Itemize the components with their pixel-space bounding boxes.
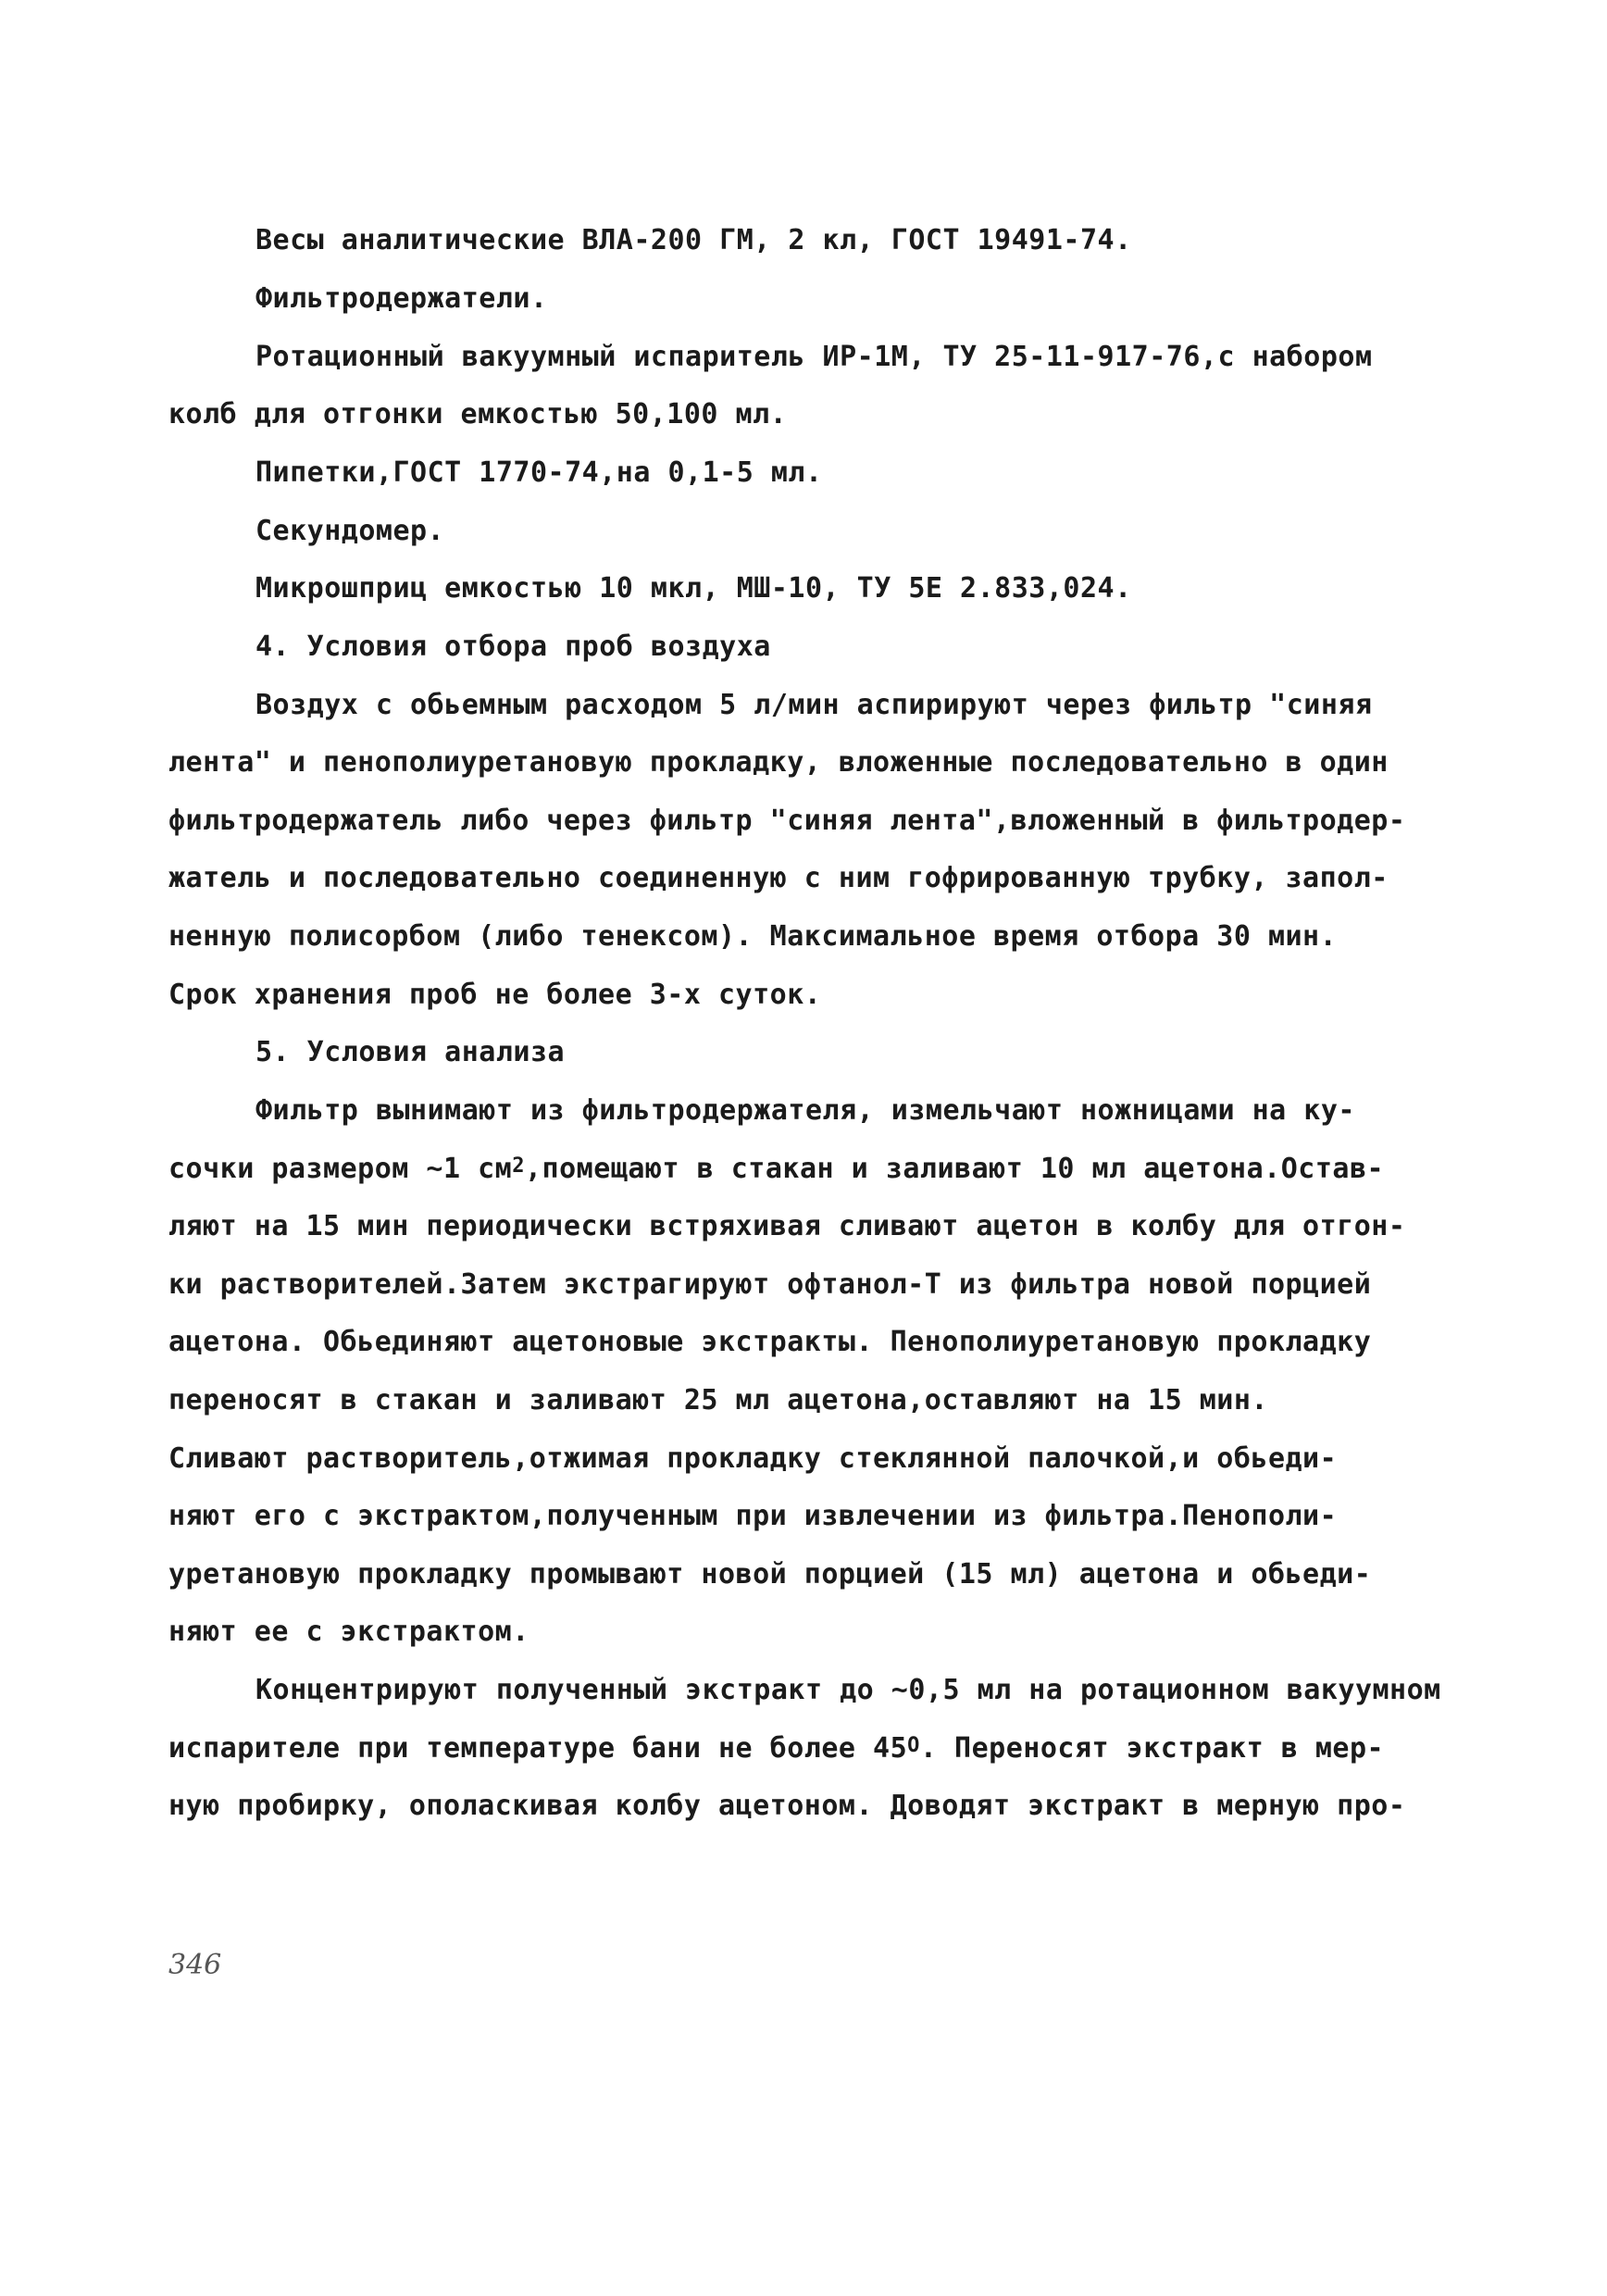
text-line bbox=[168, 1614, 529, 1651]
text-line bbox=[168, 977, 821, 1014]
text-line-content: уретановую прокладку промывают новой порцией (15 мл) ацетона и обьеди- bbox=[168, 1558, 1372, 1591]
text-line bbox=[168, 860, 1389, 897]
text-line-content: испарителе при температуре бани не более 45 bbox=[168, 1732, 908, 1765]
text-line-content: 4. Условия отбора проб воздуха bbox=[255, 630, 771, 663]
text-line bbox=[168, 803, 1405, 840]
text-line-content: Весы аналитические ВЛА-200 ГМ, 2 кл, ГОСТ 19491-74. bbox=[255, 224, 1132, 256]
text-line-content: переносят в стакан и заливают 25 мл ацетона,оставляют на 15 мин. bbox=[168, 1384, 1268, 1416]
text-line-continuation: . Переносят экстракт в мер- bbox=[919, 1732, 1385, 1765]
text-line bbox=[168, 1556, 1371, 1593]
text-line bbox=[255, 339, 1373, 376]
text-line-content: Микрошприц емкостью 10 мкл, МШ-10, ТУ 5Е 2.833,024. bbox=[255, 572, 1132, 605]
text-line bbox=[168, 1151, 1384, 1191]
text-line bbox=[168, 744, 1389, 781]
text-line-content: ки растворителей.Затем экстрагируют офтанол-Т из фильтра новой порцией bbox=[168, 1268, 1372, 1301]
text-line bbox=[255, 222, 1132, 259]
text-line-content: ную пробирку, ополаскивая колбу ацетоном. Доводят экстракт в мерную про- bbox=[168, 1790, 1406, 1822]
text-line bbox=[255, 455, 823, 492]
text-line bbox=[255, 513, 444, 550]
text-line-content: сочки размером ~1 см bbox=[168, 1153, 513, 1185]
text-line-content: Воздух с обьемным расходом 5 л/мин аспирируют через фильтр "синяя bbox=[255, 689, 1373, 721]
text-line bbox=[255, 1034, 565, 1071]
text-line bbox=[255, 687, 1373, 724]
text-line bbox=[168, 1498, 1337, 1535]
text-line-content: Секундомер. bbox=[255, 515, 445, 547]
text-line-content: Фильтродержатели. bbox=[255, 282, 548, 315]
text-line-content: ляют на 15 мин периодически встряхивая сливают ацетон в колбу для отгон- bbox=[168, 1210, 1406, 1242]
superscript: О bbox=[907, 1734, 920, 1757]
text-line bbox=[168, 1788, 1405, 1825]
text-line bbox=[255, 570, 1132, 607]
text-line-content: ацетона. Обьединяют ацетоновые экстракты. Пенополиуретановую прокладку bbox=[168, 1326, 1372, 1358]
text-line bbox=[168, 1730, 1384, 1770]
text-line-content: Фильтр вынимают из фильтродержателя, измельчают ножницами на ку- bbox=[255, 1094, 1355, 1127]
text-line bbox=[255, 1092, 1355, 1129]
text-line-content: фильтродержатель либо через фильтр "синяя лента",вложенный в фильтродер- bbox=[168, 805, 1406, 837]
page-number: 346 bbox=[168, 1949, 222, 1981]
text-line bbox=[255, 281, 548, 318]
text-line bbox=[168, 1382, 1268, 1419]
text-line bbox=[168, 1441, 1337, 1478]
text-line bbox=[168, 396, 787, 433]
text-line bbox=[168, 918, 1337, 955]
text-line bbox=[168, 1324, 1371, 1361]
text-line-content: Концентрируют полученный экстракт до ~0,5 мл на ротационном вакуумном bbox=[255, 1674, 1441, 1706]
text-line bbox=[255, 1672, 1441, 1709]
superscript: 2 bbox=[512, 1154, 525, 1178]
text-line bbox=[168, 1267, 1371, 1304]
text-line-content: няют ее с экстрактом. bbox=[168, 1616, 529, 1648]
text-line-content: колб для отгонки емкостью 50,100 мл. bbox=[168, 398, 788, 430]
text-line-content: Ротационный вакуумный испаритель ИР-1М, ТУ 25-11-917-76,с набором bbox=[255, 341, 1373, 373]
text-line bbox=[255, 629, 771, 666]
text-line-content: жатель и последовательно соединенную с ним гофрированную трубку, запол- bbox=[168, 862, 1389, 894]
text-line-continuation: ,помещают в стакан и заливают 10 мл ацетона.Остав- bbox=[524, 1153, 1385, 1185]
text-line-content: ненную полисорбом (либо тенексом). Максимальное время отбора 30 мин. bbox=[168, 920, 1338, 953]
text-line-content: Сливают растворитель,отжимая прокладку стеклянной палочкой,и обьеди- bbox=[168, 1442, 1338, 1475]
text-line-content: лента" и пенополиуретановую прокладку, вложенные последовательно в один bbox=[168, 746, 1389, 779]
text-line bbox=[168, 1208, 1405, 1245]
text-line-content: Срок хранения проб не более 3-х суток. bbox=[168, 979, 822, 1011]
text-line-content: няют его с экстрактом,полученным при извлечении из фильтра.Пенополи- bbox=[168, 1500, 1338, 1532]
text-line-content: 5. Условия анализа bbox=[255, 1036, 566, 1068]
text-line-content: Пипетки,ГОСТ 1770-74,на 0,1-5 мл. bbox=[255, 456, 823, 489]
